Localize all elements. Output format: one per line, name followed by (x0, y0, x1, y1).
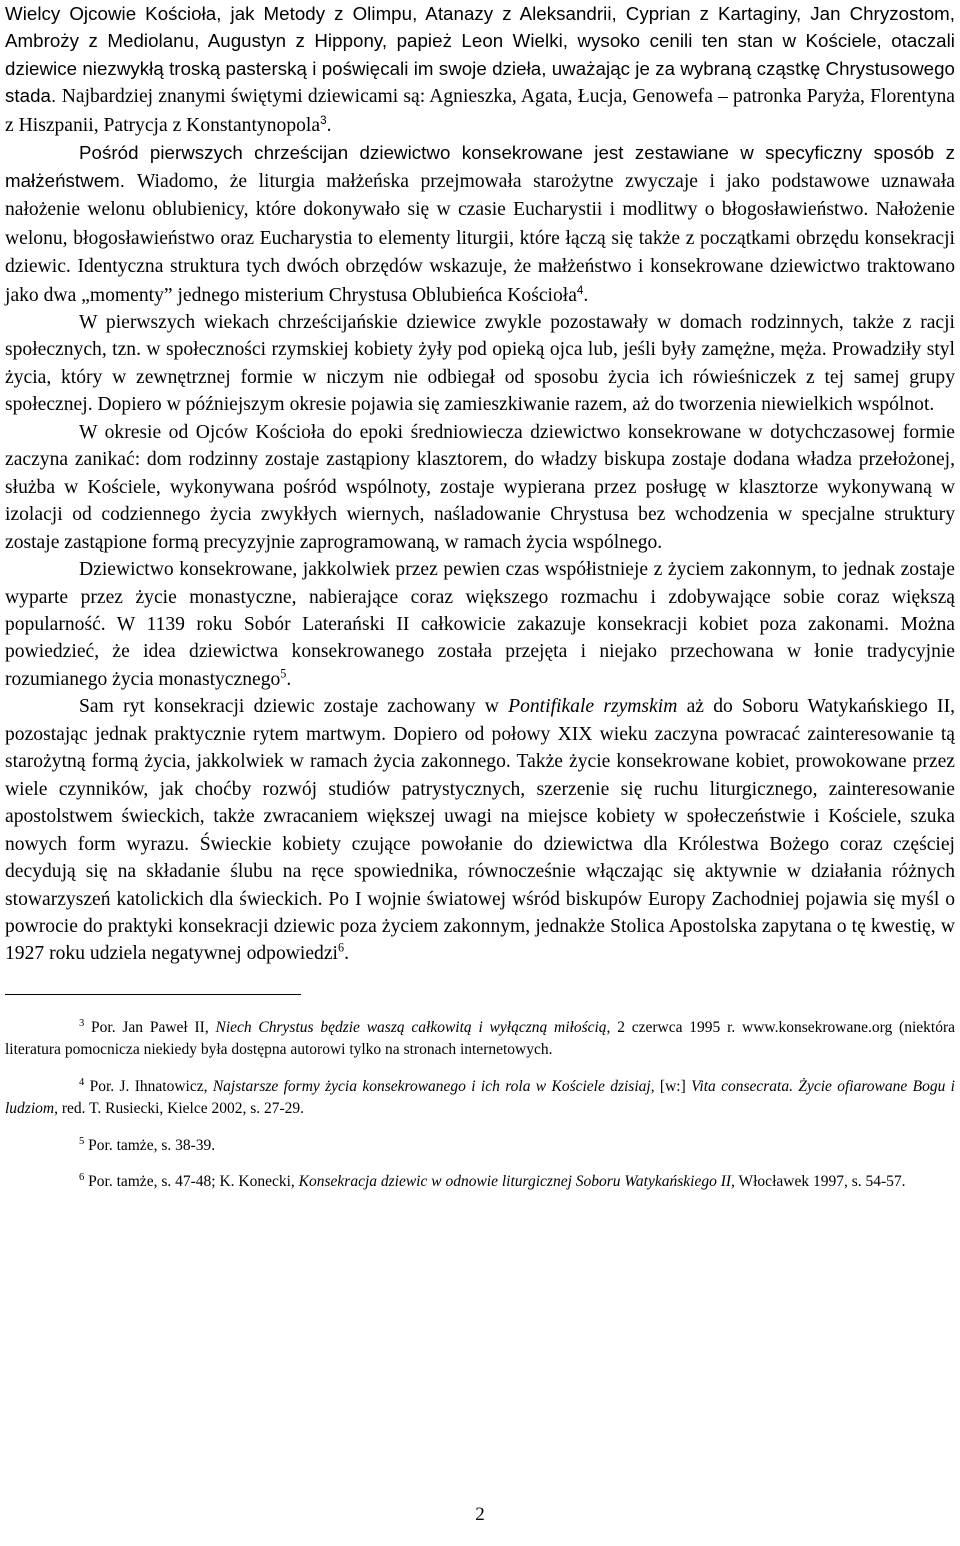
text-run: . (583, 284, 589, 306)
text-run: Pośród pierwszych chrześcijan dziewictwo konsekrowane jest zestawiane w specyficzny sposób z małżeństwem. (5, 142, 955, 191)
body-text (5, 0, 955, 968)
text-run: . (326, 114, 332, 136)
text-run: W pierwszych wiekach chrześcijańskie dziewice zwykle pozostawały w domach rodzinnych, także z racji społecznych, tzn. w społeczności rzymskiej kobiety żyły pod opieką ojca lub, jeśli były zamężne, męża. Prowadziły styl życia, który w zewnętrznej formie w niczym nie odbiegał od sposobu życia ich rówieśniczek z tej samej grupy społecznej. Dopiero w późniejszym okresie pojawia się zamieszkiwanie razem, aż do tworzenia niewielkich wspólnot. (5, 311, 955, 416)
text-run: Wiadomo, że liturgia małżeńska przejmowała starożytne zwyczaje i jako podstawowe uznawała nałożenie welonu oblubienicy, które dokonywało się w czasie Eucharystii i modlitwy o błogosławieństwo. Nałożenie welonu, błogosławieństwo oraz Eucharystia to elementy liturgii, które łączą się także z początkami obrzędu konsekracji dziewic. Identyczna struktura tych dwóch obrzędów wskazuje, że małżeństwo i konsekrowane dziewictwo traktowano jako dwa „momenty” jednego misterium Chrystusa Oblubieńca Kościoła (5, 170, 955, 306)
text-run: , Włocławek 1997, s. 54-57. (731, 1173, 906, 1191)
footnotes (5, 1017, 955, 1194)
footnote-ref: 3 (320, 114, 327, 127)
document-page (5, 0, 955, 1208)
footnote-number: 6 (79, 1172, 85, 1184)
text-run: , red. T. Rusiecki, Kielce 2002, s. 27-29. (54, 1100, 305, 1118)
italic-text: Konsekracja dziewic w odnowie liturgicznej Soboru Watykańskiego II (298, 1173, 732, 1191)
text-run: . (286, 668, 292, 690)
footnote-number: 3 (79, 1017, 85, 1029)
italic-text: Najstarsze formy życia konsekrowanego i ich rola w Kościele dzisiaj (212, 1077, 651, 1095)
italic-text: Pontifikale rzymskim (508, 696, 678, 718)
text-run: , 2 czerwca 1995 r. www.konsekrowane.org (niektóra literatura pomocnicza niekiedy była dostępna autorowi tylko na stronach internetowych. (5, 1018, 955, 1059)
text-run: Por. tamże, s. 47-48; K. Konecki, (84, 1173, 299, 1191)
paragraph (5, 309, 955, 419)
text-run: . (344, 943, 349, 965)
footnote-ref: 5 (280, 666, 287, 681)
footnote (5, 1017, 955, 1062)
paragraph (5, 0, 955, 139)
text-run: Wielcy Ojcowie Kościoła, jak Metody z Olimpu, Atanazy z Aleksandrii, Cyprian z Kartaginy, Jan Chryzostom, Ambroży z Mediolanu, Augustyn z Hippony, papież Leon Wielki, wysoko cenili ten stan w Kościele, otaczali dziewice niezwykłą troską pasterską i poświęcali im swoje dzieła, uważając je za wybraną cząstkę Chrystusowego stada. (5, 3, 955, 107)
footnote-number: 4 (79, 1076, 85, 1088)
text-run: Sam ryt konsekracji dziewic zostaje zachowany w (79, 696, 509, 718)
text-run: Najbardziej znanymi świętymi dziewicami są: Agnieszka, Agata, Łucja, Genowefa – patronka Paryża, Florentyna z Hiszpanii, Patrycja z Konstantynopola (5, 86, 955, 136)
footnote-separator (5, 994, 301, 995)
text-run: W okresie od Ojców Kościoła do epoki średniowiecza dziewictwo konsekrowane w dotychczasowej formie zaczyna zanikać: dom rodzinny zostaje zastąpiony klasztorem, do władzy biskupa zostaje dodana władza przełożonej, służba w Kościele, wykonywana pośród wspólnoty, zostaje wypierana przez posługę w klasztorze wykonywaną w izolacji od codziennego życia zwykłych wiernych, naśladowanie Chrystusa bez wchodzenia w specjalne struktury zostaje zastąpione formą precyzyjnie zaprogramowaną, w ramach życia wspólnego. (5, 421, 955, 553)
text-run: Por. J. Ihnatowicz, (84, 1077, 213, 1095)
paragraph (5, 556, 955, 693)
text-run: , [w:] (650, 1077, 692, 1095)
paragraph (5, 139, 955, 309)
footnote-ref: 6 (338, 940, 345, 955)
page-number: 2 (475, 1504, 485, 1525)
text-run: Por. tamże, s. 38-39. (84, 1136, 216, 1154)
text-run: Dziewictwo konsekrowane, jakkolwiek przez pewien czas współistnieje z życiem zakonnym, to jednak zostaje wyparte przez życie monastyczne, nabierające coraz większego rozmachu i zdobywające sobie coraz większą popularność. W 1139 roku Sobór Laterański II całkowicie zakazuje konsekracji kobiet poza zakonami. Można powiedzieć, że idea dziewictwa konsekrowanego została przejęta i niejako przechowana w łonie tradycyjnie rozumianego życia monastycznego (5, 559, 955, 690)
footnote (5, 1135, 955, 1158)
footnote-ref: 4 (576, 284, 584, 297)
footnote (5, 1171, 955, 1194)
paragraph (5, 693, 955, 968)
text-run: aż do Soboru Watykańskiego II, pozostając jednak praktycznie rytem martwym. Dopiero od połowy XIX wieku zaczyna powracać zainteresowanie tą starożytną formą życia, jakkolwiek w ramach życia zakonnego. Także życie konsekrowane kobiet, prowokowane przez wiele czynników, jak choćby rozwój studiów patrystycznych, szerzenie się ruchu liturgicznego, zainteresowanie apostolstwem świeckich, także zwracaniem większej uwagi na miejsce kobiety w społeczeństwie i Kościele, szuka nowych form wyrazu. Świeckie kobiety czujące powołanie do dziewictwa dla Królestwa Bożego coraz częściej decydują się na składanie ślubu na ręce spowiednika, równocześnie włączając się aktywnie w działania różnych stowarzyszeń katolickich dla świeckich. Po I wojnie światowej wśród biskupów Europy Zachodniej pojawia się myśl o powrocie do praktyki konsekracji dziewic poza życiem zakonnym, jednakże Stolica Apostolska zapytana o tę kwestię, w 1927 roku udziela negatywnej odpowiedzi (5, 696, 955, 965)
footnote (5, 1076, 955, 1121)
footnote-number: 5 (79, 1135, 85, 1147)
paragraph (5, 419, 955, 556)
italic-text: Niech Chrystus będzie waszą całkowitą i wyłączną miłością (215, 1018, 607, 1036)
text-run: Por. Jan Paweł II, (84, 1018, 216, 1036)
italic-text: Vita consecrata. Życie ofiarowane Bogu i ludziom (5, 1077, 955, 1118)
